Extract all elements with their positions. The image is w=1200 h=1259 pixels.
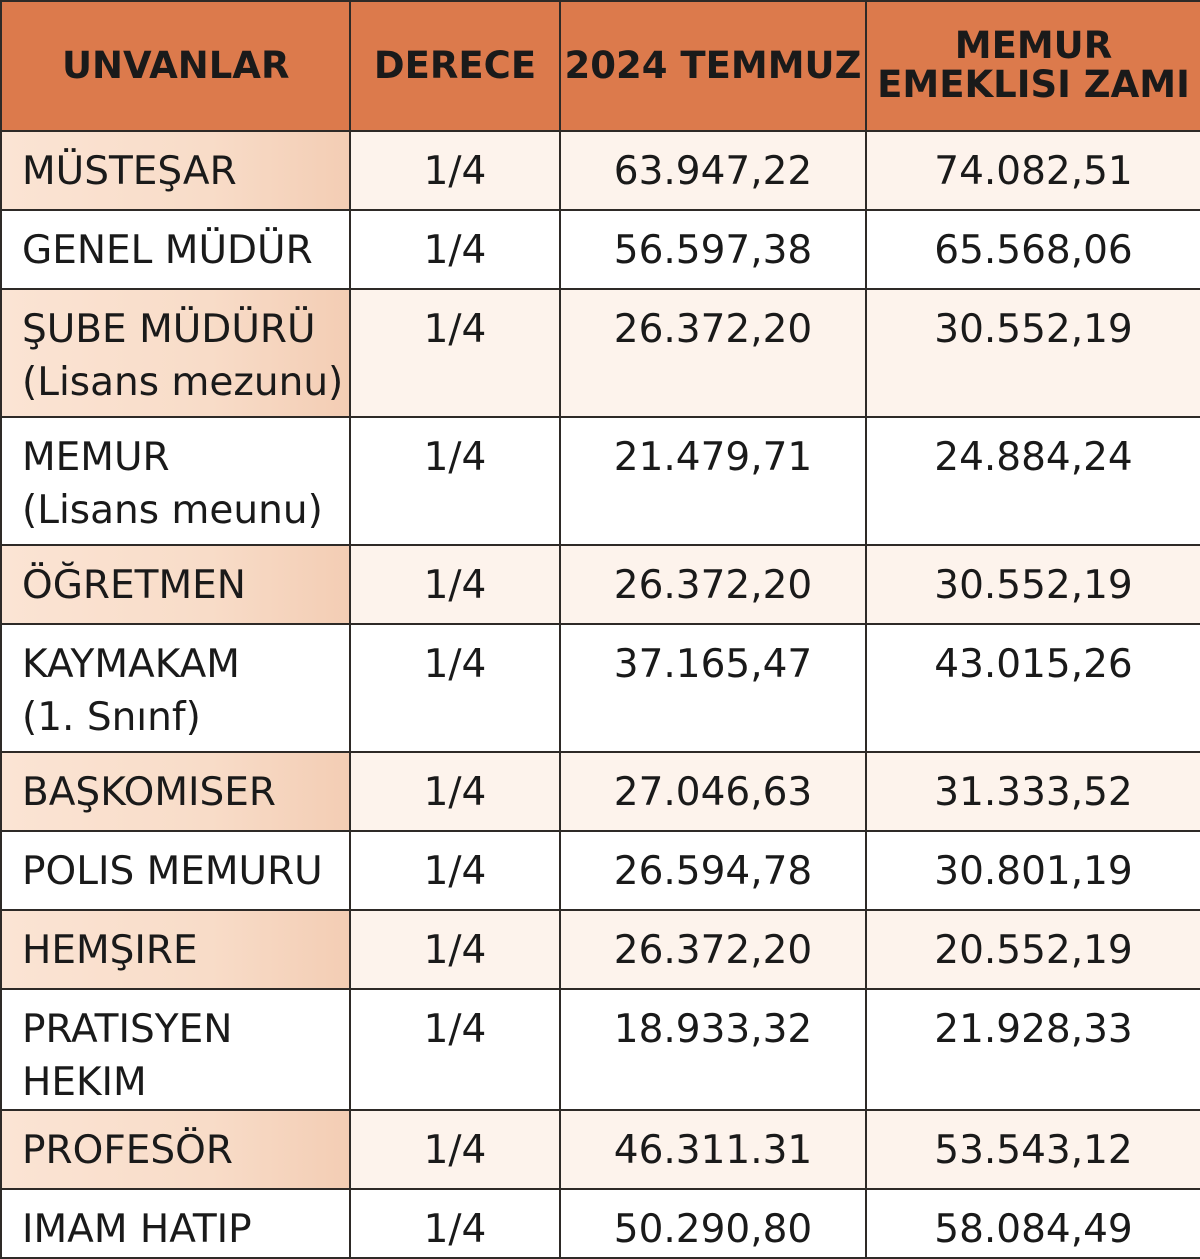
- cell-degree: 1/4: [350, 545, 560, 624]
- cell-title: [1, 752, 350, 831]
- cell-july-2024: 21.479,71: [560, 417, 866, 545]
- cell-title-text: MEMUR: [22, 435, 170, 480]
- cell-degree: 1/4: [350, 752, 560, 831]
- table-header: [1, 1, 1200, 131]
- cell-raise: 53.543,12: [866, 1110, 1200, 1189]
- cell-july-2024: 37.165,47: [560, 624, 866, 752]
- cell-title-text: PROFESÖR: [22, 1128, 233, 1174]
- cell-raise: 30.552,19: [866, 545, 1200, 624]
- header-raise-line2: EMEKLISI ZAMI: [877, 63, 1190, 106]
- table-row: [1, 624, 1200, 752]
- cell-title: [1, 131, 350, 210]
- cell-degree: 1/4: [350, 624, 560, 752]
- cell-july-2024: 26.372,20: [560, 289, 866, 417]
- cell-degree: 1/4: [350, 210, 560, 289]
- cell-title-text: IMAM HATIP: [22, 1207, 252, 1253]
- cell-raise: 31.333,52: [866, 752, 1200, 831]
- table-row: [1, 545, 1200, 624]
- cell-degree: 1/4: [350, 417, 560, 545]
- cell-title: [1, 545, 350, 624]
- header-title: UNVANLAR: [1, 1, 350, 131]
- cell-title: [1, 417, 350, 545]
- cell-title-text: GENEL MÜDÜR: [22, 228, 313, 273]
- cell-july-2024: 26.594,78: [560, 831, 866, 910]
- cell-title: [1, 910, 350, 989]
- cell-title-text: PRATISYEN HEKIM: [22, 1007, 233, 1105]
- cell-degree: 1/4: [350, 831, 560, 910]
- cell-raise: 24.884,24: [866, 417, 1200, 545]
- header-degree: DERECE: [350, 1, 560, 131]
- table-row: [1, 417, 1200, 545]
- cell-title-text: BAŞKOMISER: [22, 770, 276, 815]
- table-row: [1, 910, 1200, 989]
- table-row: [1, 1110, 1200, 1189]
- cell-raise: 65.568,06: [866, 210, 1200, 289]
- cell-raise: 74.082,51: [866, 131, 1200, 210]
- cell-july-2024: 50.290,80: [560, 1189, 866, 1258]
- header-raise-line1: MEMUR: [954, 24, 1113, 68]
- cell-degree: 1/4: [350, 910, 560, 989]
- table-row: [1, 831, 1200, 910]
- table-row: [1, 289, 1200, 417]
- cell-title-text: HEMŞIRE: [22, 928, 198, 973]
- cell-july-2024: 63.947,22: [560, 131, 866, 210]
- cell-july-2024: 27.046,63: [560, 752, 866, 831]
- cell-raise: 21.928,33: [866, 989, 1200, 1110]
- cell-degree: 1/4: [350, 289, 560, 417]
- header-raise: [866, 1, 1200, 131]
- header-july-2024: 2024 TEMMUZ: [560, 1, 866, 131]
- cell-july-2024: 26.372,20: [560, 910, 866, 989]
- cell-july-2024: 46.311.31: [560, 1110, 866, 1189]
- cell-title-subtitle: (1. Snınf): [22, 694, 201, 740]
- cell-title-text: MÜSTEŞAR: [22, 149, 237, 194]
- cell-raise: 43.015,26: [866, 624, 1200, 752]
- table-row: [1, 210, 1200, 289]
- cell-raise: 20.552,19: [866, 910, 1200, 989]
- cell-title: [1, 210, 350, 289]
- cell-raise: 58.084,49: [866, 1189, 1200, 1258]
- cell-july-2024: 18.933,32: [560, 989, 866, 1110]
- table-row: [1, 752, 1200, 831]
- cell-degree: 1/4: [350, 1189, 560, 1258]
- cell-raise: 30.552,19: [866, 289, 1200, 417]
- cell-title-subtitle: (Lisans mezunu): [22, 359, 344, 405]
- cell-title-text: POLIS MEMURU: [22, 849, 323, 894]
- cell-raise: 30.801,19: [866, 831, 1200, 910]
- cell-title: [1, 989, 350, 1110]
- table-body: [1, 131, 1200, 1258]
- cell-title: [1, 624, 350, 752]
- table-row: [1, 989, 1200, 1110]
- cell-title: [1, 831, 350, 910]
- cell-july-2024: 56.597,38: [560, 210, 866, 289]
- cell-title-subtitle: (Lisans meunu): [22, 487, 323, 533]
- cell-degree: 1/4: [350, 989, 560, 1110]
- cell-title: [1, 289, 350, 417]
- cell-july-2024: 26.372,20: [560, 545, 866, 624]
- cell-degree: 1/4: [350, 1110, 560, 1189]
- header-row: [1, 1, 1200, 131]
- table-row: [1, 131, 1200, 210]
- cell-title-text: ŞUBE MÜDÜRÜ: [22, 307, 316, 352]
- cell-degree: 1/4: [350, 131, 560, 210]
- cell-title-text: ÖĞRETMEN: [22, 563, 246, 608]
- cell-title-text: KAYMAKAM: [22, 642, 240, 687]
- cell-title: [1, 1110, 350, 1189]
